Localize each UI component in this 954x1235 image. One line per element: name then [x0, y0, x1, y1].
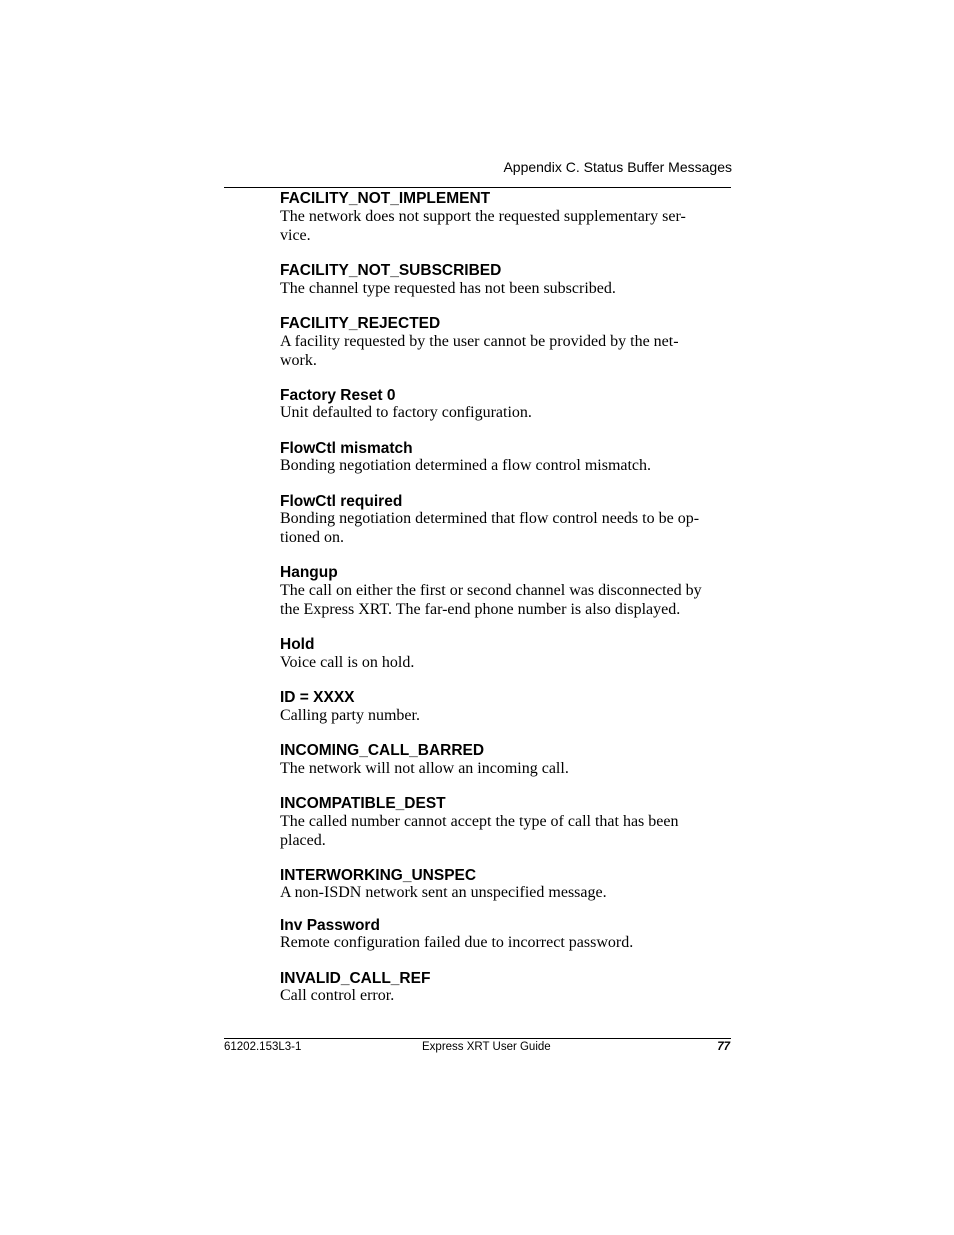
description-line: Calling party number.	[280, 707, 420, 724]
header-rule	[224, 187, 731, 188]
description-line: The call on either the first or second channel was disconnected by	[280, 582, 702, 599]
description-line: vice.	[280, 227, 311, 244]
page-number: 77	[717, 1041, 730, 1053]
description-line: A facility requested by the user cannot be provided by the net-	[280, 333, 679, 350]
entry-description	[280, 207, 731, 245]
guide-title: Express XRT User Guide	[422, 1041, 551, 1053]
entry-term: FlowCtl required	[280, 493, 403, 510]
entry-description	[280, 759, 731, 778]
entry-term: FlowCtl mismatch	[280, 440, 413, 457]
entry-term: INTERWORKING_UNSPEC	[280, 867, 477, 884]
entry-description	[280, 653, 731, 672]
entry-description	[280, 332, 731, 370]
description-line: Bonding negotiation determined a flow control mismatch.	[280, 457, 652, 474]
entry-term: Hold	[280, 636, 315, 653]
running-header: Appendix C. Status Buffer Messages	[503, 159, 732, 175]
entry-description	[280, 581, 731, 619]
description-line: Call control error.	[280, 987, 395, 1004]
description-line: A non-ISDN network sent an unspecified message.	[280, 884, 607, 901]
description-line: placed.	[280, 832, 326, 849]
entry-term: INCOMPATIBLE_DEST	[280, 795, 446, 812]
description-line: Unit defaulted to factory configuration.	[280, 404, 532, 421]
entry-term: Hangup	[280, 564, 338, 581]
entry-description	[280, 706, 731, 725]
description-line: work.	[280, 352, 317, 369]
entry-description	[280, 456, 731, 475]
entry-description	[280, 986, 731, 1005]
entry-term: Factory Reset 0	[280, 387, 396, 404]
description-line: Bonding negotiation determined that flow control needs to be op-	[280, 510, 700, 527]
document-number: 61202.153L3-1	[224, 1041, 302, 1053]
entry-description	[280, 279, 731, 298]
entry-description	[280, 933, 731, 952]
description-line: Remote configuration failed due to incorrect password.	[280, 934, 634, 951]
entry-term: INVALID_CALL_REF	[280, 970, 431, 987]
description-line: tioned on.	[280, 529, 344, 546]
description-line: the Express XRT. The far-end phone number is also displayed.	[280, 601, 681, 618]
description-line: Voice call is on hold.	[280, 654, 415, 671]
entry-description	[280, 812, 731, 850]
entry-description	[280, 509, 731, 547]
entry-term: FACILITY_REJECTED	[280, 315, 441, 332]
entry-term: INCOMING_CALL_BARRED	[280, 742, 485, 759]
entry-term: Inv Password	[280, 917, 380, 934]
entry-term: FACILITY_NOT_IMPLEMENT	[280, 190, 491, 207]
entry-description	[280, 403, 731, 422]
entry-term: FACILITY_NOT_SUBSCRIBED	[280, 262, 502, 279]
description-line: The network will not allow an incoming call.	[280, 760, 569, 777]
description-line: The channel type requested has not been subscribed.	[280, 280, 616, 297]
footer-rule	[224, 1038, 731, 1039]
entry-term: ID = XXXX	[280, 689, 355, 706]
description-line: The called number cannot accept the type of call that has been	[280, 813, 679, 830]
description-line: The network does not support the requested supplementary ser-	[280, 208, 686, 225]
entry-description	[280, 883, 731, 902]
